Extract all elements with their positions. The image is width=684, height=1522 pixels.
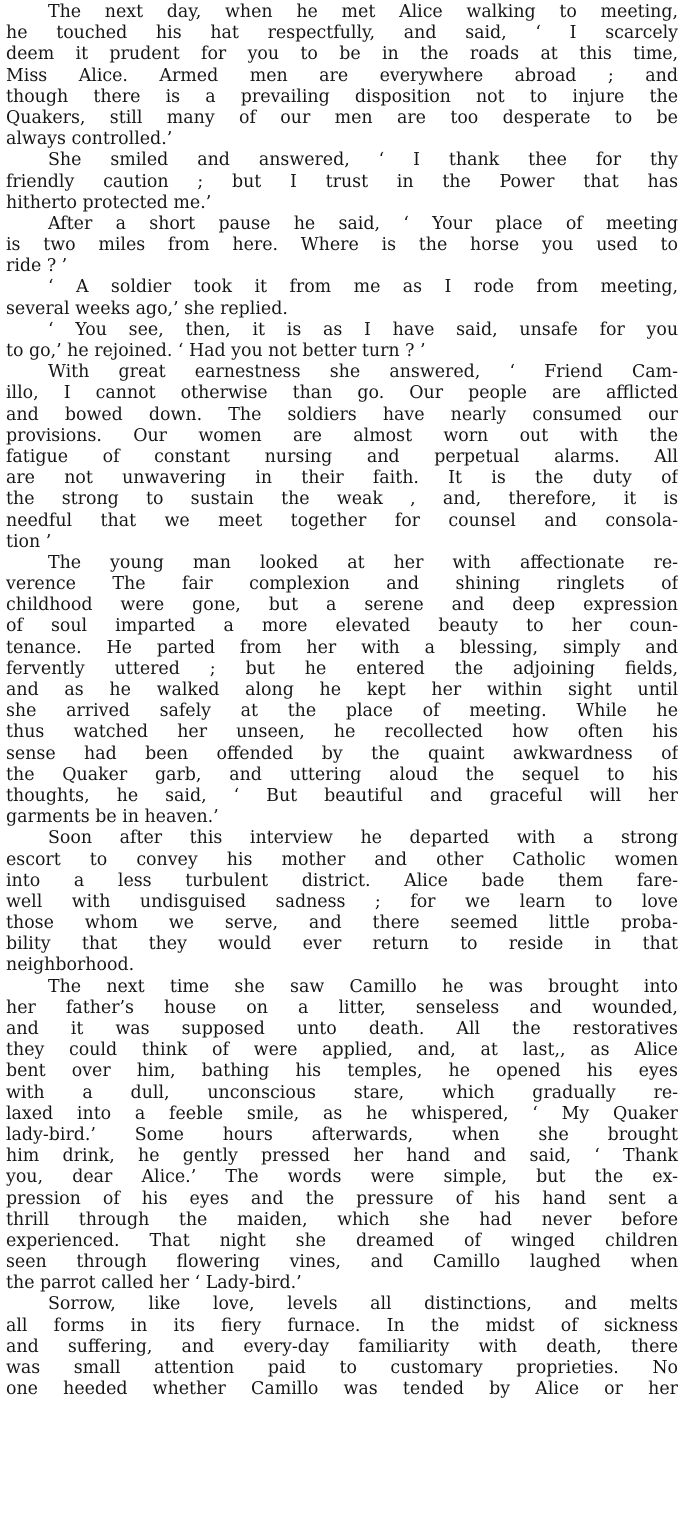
text-line: sense had been offended by the quaint awkwardness of [6, 743, 678, 764]
text-line: was small attention paid to customary proprieties. No [6, 1358, 678, 1378]
text-line: the Quaker garb, and uttering aloud the sequel to his [6, 764, 678, 785]
text-line: ride ? ’ [6, 256, 68, 277]
paragraph [6, 1294, 678, 1400]
paragraph [6, 828, 678, 976]
text-line: experienced. That night she dreamed of winged children [6, 1230, 678, 1251]
text-line: into a less turbulent district. Alice bade them fare- [6, 870, 678, 891]
text-line: fatigue of constant nursing and perpetual alarms. All [6, 446, 678, 467]
text-line: lady-bird.’ Some hours afterwards, when she brought [6, 1124, 678, 1145]
paragraph [6, 320, 678, 362]
paragraph [6, 150, 678, 214]
text-line: is two miles from here. Where is the horse you used to [6, 235, 678, 256]
text-line: laxed into a feeble smile, as he whispered, ‘ My Quaker [6, 1103, 678, 1124]
text-line: verence The fair complexion and shining ringlets of [6, 574, 678, 595]
text-line: the strong to sustain the weak , and, therefore, it is [6, 489, 678, 510]
text-line: always controlled.’ [6, 129, 173, 150]
text-line: hitherto protected me.’ [6, 192, 212, 213]
text-line: you, dear Alice.’ The words were simple, but the ex- [6, 1167, 678, 1188]
paragraph [6, 214, 678, 278]
text-line: fervently uttered ; but he entered the adjoining fields, [6, 658, 678, 679]
text-line: she arrived safely at the place of meeting. While he [6, 701, 678, 722]
text-line: they could think of were applied, and, at last,, as Alice [6, 1040, 678, 1061]
paragraph [6, 977, 678, 1295]
text-line: her father’s house on a litter, senseless and wounded, [6, 997, 678, 1018]
text-line: After a short pause he said, ‘ Your place of meeting [48, 213, 678, 234]
text-line: thrill through the maiden, which she had never before [6, 1209, 678, 1230]
text-line: The next time she saw Camillo he was brought into [48, 976, 678, 997]
text-line: Quakers, still many of our men are too desperate to be [6, 107, 678, 128]
text-line: With great earnestness she answered, ‘ Friend Cam- [48, 362, 678, 383]
text-line: childhood were gone, but a serene and deep expression [6, 595, 678, 616]
paragraph [6, 277, 678, 319]
text-line: illo, I cannot otherwise than go. Our people are afflicted [6, 383, 678, 404]
text-line: provisions. Our women are almost worn out with the [6, 425, 678, 446]
text-line: ‘ You see, then, it is as I have said, unsafe for you [48, 319, 678, 340]
paragraph [6, 2, 678, 150]
text-line: friendly caution ; but I trust in the Power that has [6, 171, 678, 192]
text-line: seen through flowering vines, and Camillo laughed when [6, 1252, 678, 1273]
text-line: ‘ A soldier took it from me as I rode from meeting, [48, 277, 678, 298]
text-line: pression of his eyes and the pressure of his hand sent a [6, 1188, 678, 1209]
text-line: The next day, when he met Alice walking to meeting, [48, 2, 678, 22]
text-line: Sorrow, like love, levels all distinctions, and melts [48, 1294, 678, 1315]
text-line: are not unwavering in their faith. It is the duty of [6, 468, 678, 489]
paragraph [6, 362, 678, 553]
article-text [6, 2, 678, 1400]
text-line: him drink, he gently pressed her hand and said, ‘ Thank [6, 1146, 678, 1167]
text-line: tenance. He parted from her with a blessing, simply and [6, 637, 678, 658]
text-line: of soul imparted a more elevated beauty to her coun- [6, 616, 678, 637]
text-line: one heeded whether Camillo was tended by Alice or her [6, 1379, 678, 1400]
text-line: thoughts, he said, ‘ But beautiful and graceful will her [6, 785, 678, 806]
text-line: several weeks ago,’ she replied. [6, 298, 288, 319]
text-line: the parrot called her ‘ Lady-bird.’ [6, 1273, 302, 1294]
text-line: tion ’ [6, 531, 52, 552]
text-line: escort to convey his mother and other Catholic women [6, 849, 678, 870]
text-line: those whom we serve, and there seemed little proba- [6, 913, 678, 934]
text-line: Soon after this interview he departed with a strong [48, 828, 678, 849]
text-line: thus watched her unseen, he recollected how often his [6, 722, 678, 743]
text-line: garments be in heaven.’ [6, 807, 219, 828]
text-line: neighborhood. [6, 955, 135, 976]
text-line: needful that we meet together for counsel and consola- [6, 510, 678, 531]
text-line: and as he walked along he kept her within sight until [6, 680, 678, 700]
text-line: bent over him, bathing his temples, he opened his eyes [6, 1061, 678, 1082]
text-line: all forms in its fiery furnace. In the midst of sickness [6, 1315, 678, 1336]
text-line: though there is a prevailing disposition not to injure the [6, 86, 678, 107]
text-line: and bowed down. The soldiers have nearly consumed our [6, 404, 678, 425]
text-line: Miss Alice. Armed men are everywhere abroad ; and [6, 65, 678, 86]
text-line: well with undisguised sadness ; for we learn to love [6, 891, 678, 912]
text-line: and suffering, and every-day familiarity with death, there [6, 1336, 678, 1357]
text-line: with a dull, unconscious stare, which gradually re- [6, 1082, 678, 1103]
text-line: bility that they would ever return to reside in that [6, 934, 678, 955]
text-line: She smiled and answered, ‘ I thank thee for thy [48, 150, 678, 171]
text-line: to go,’ he rejoined. ‘ Had you not better turn ? ’ [6, 341, 426, 361]
text-line: he touched his hat respectfully, and said, ‘ I scarcely [6, 23, 678, 44]
text-line: The young man looked at her with affectionate re- [48, 552, 678, 573]
text-line: deem it prudent for you to be in the roads at this time, [6, 44, 678, 65]
paragraph [6, 553, 678, 828]
text-line: and it was supposed unto death. All the restoratives [6, 1019, 678, 1039]
